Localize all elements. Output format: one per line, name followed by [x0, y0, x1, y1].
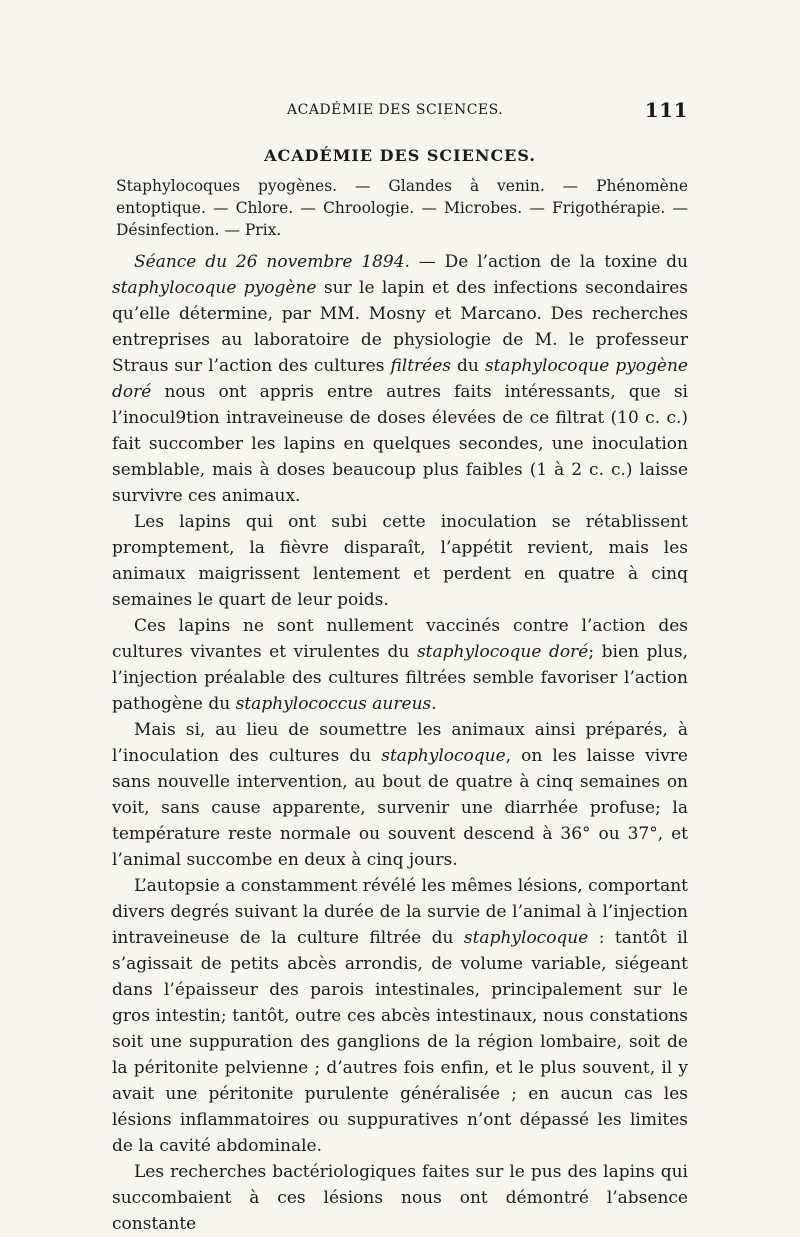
paragraph-1-italic-a: staphylocoque pyogène — [112, 278, 317, 298]
paragraph-4-italic-a: staphylocoque — [381, 746, 506, 766]
paragraph-3-text-b: ; bien plus, l’injection préalable des cultures filtrées semble favoriser l’action pathogène du — [112, 642, 688, 714]
paragraph-6: Les recherches bactériologiques faites sur le pus des lapins qui succombaient à ces lésions nous ont démontré l’absence constante — [112, 1162, 688, 1234]
paragraph-4-text-a: Mais si, au lieu de soumettre les animaux ainsi préparés, à l’inoculation des cultures du — [112, 720, 688, 766]
paragraph-5-text-a: L’autopsie a constamment révélé les mêmes lésions, comportant divers degrés suivant la durée de la survie de l’animal à l’injection intraveineuse de la culture filtrée du — [112, 876, 688, 948]
paragraph-1-text-d: nous ont appris entre autres faits intéressants, que si l’inocul9tion intraveineuse de doses élevées de ce filtrat (10 c. c.) fait succomber les lapins en quelques secondes, une inoculation semblable, mais à doses beaucoup plus faibles (1 à 2 c. c.) laisse survivre ces animaux. — [112, 382, 688, 506]
paragraph-5 — [112, 873, 688, 1159]
running-title: ACADÉMIE DES SCIENCES. — [287, 102, 504, 118]
paragraph-3-text-a: Ces lapins ne sont nullement vaccinés contre l’action des cultures vivantes et virulentes du — [112, 616, 688, 662]
paragraph-2: Les lapins qui ont subi cette inoculation se rétablissent promptement, la fièvre disparaît, l’appétit revient, mais les animaux maigrissent lentement et perdent en quatre à cinq semaines le quart de leur poids. — [112, 512, 688, 610]
paragraph-1-text-a: — De l’action de la toxine du — [409, 252, 688, 272]
paragraph-4-text-b: , on les laisse vivre sans nouvelle intervention, au bout de quatre à cinq semaines on voit, sans cause apparente, survenir une diarrhée profuse; la température reste normale ou souvent descend à 36° ou 37°, et l’animal succombe en deux à cinq jours. — [112, 746, 688, 870]
seance-date: Séance du 26 novembre 1894. — [134, 252, 410, 272]
paragraph-3-italic-a: staphylocoque doré — [416, 642, 589, 662]
paragraph-1-italic-b: filtrées — [390, 356, 452, 376]
page-number: 111 — [644, 98, 688, 122]
paragraph-4 — [112, 717, 688, 873]
paragraph-3-text-c: . — [431, 694, 437, 714]
paragraph-1 — [112, 249, 688, 509]
running-head — [112, 98, 688, 128]
paragraph-5-italic-a: staphylocoque — [463, 928, 589, 948]
paragraph-1-text-c: du — [451, 356, 485, 376]
paragraph-3-italic-b: staphylococcus aureus — [235, 694, 432, 714]
page — [112, 98, 688, 1237]
paragraph-5-text-b: : tantôt il s’agissait de petits abcès arrondis, de volume variable, siégeant dans l’épaisseur des parois intestinales, principalement sur le gros intestin; tantôt, outre ces abcès intestinaux, nous constations soit une suppuration des ganglions de la région lombaire, soit de la péritonite pelvienne ; d’autres fois enfin, et le plus souvent, il y avait une péritonite purulente généralisée ; en aucun cas les lésions inflammatoires ou suppuratives n’ont dépassé les limites de la cavité abdominale. — [112, 928, 688, 1156]
paragraph-1-italic-c: staphylocoque pyogène doré — [112, 356, 688, 402]
paragraph-1-text-b: sur le lapin et des infections secondaires qu’elle détermine, par MM. Mosny et Marcano. Des recherches entreprises au laboratoire de physiologie de M. le professeur Straus sur l’action des cultures — [112, 278, 688, 376]
paragraph-3 — [112, 613, 688, 717]
summary: Staphylocoques pyogènes. — Glandes à venin. — Phénomène entoptique. — Chlore. — Chroologie. — Microbes. — Frigothérapie. — Désinfection. — Prix. — [116, 177, 688, 239]
section-title: ACADÉMIE DES SCIENCES. — [264, 146, 536, 165]
